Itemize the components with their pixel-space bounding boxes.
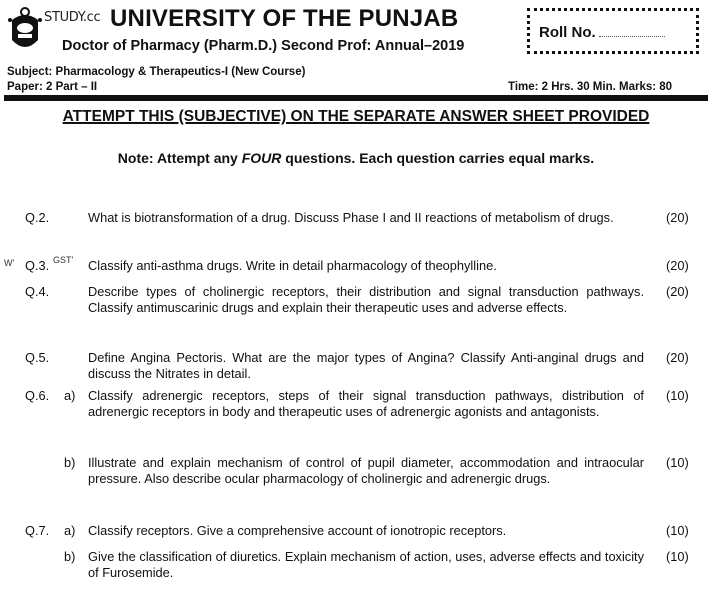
paper-line: Paper: 2 Part – II <box>7 81 98 93</box>
question-text: What is biotransformation of a drug. Discuss Phase I and II reactions of metabolism of drugs. <box>88 210 614 225</box>
sub-question-label: b) <box>64 549 76 564</box>
question-number: Q.3. <box>25 258 50 273</box>
question-marks: (20) <box>666 258 689 273</box>
note-instruction <box>0 150 712 166</box>
question-text: Classify receptors. Give a comprehensive account of ionotropic receptors. <box>88 523 507 538</box>
question-item <box>0 350 712 382</box>
question-text: Give the classification of diuretics. Explain mechanism of action, uses, adverse effects and toxicity of Furosemide. <box>88 549 644 580</box>
question-marks: (10) <box>666 549 689 564</box>
question-number: Q.6. <box>25 388 50 403</box>
question-text: Describe types of cholinergic receptors, their distribution and signal transduction pathways. Classify antimuscarinic drugs and explain their therapeutic uses and adverse effects. <box>88 284 644 315</box>
question-item <box>0 255 712 276</box>
question-number: Q.2. <box>25 210 50 225</box>
question-marks: (20) <box>666 210 689 225</box>
question-item <box>0 388 712 436</box>
question-item <box>0 455 712 503</box>
sub-question-label: a) <box>64 523 76 538</box>
question-item <box>0 284 712 332</box>
note-emphasis: FOUR <box>241 150 282 166</box>
question-marks: (10) <box>666 388 689 403</box>
sub-question-label: a) <box>64 388 76 403</box>
question-text: Classify anti-asthma drugs. Write in detail pharmacology of theophylline. <box>88 258 497 273</box>
question-marks: (20) <box>666 350 689 365</box>
question-item <box>0 549 712 581</box>
note-prefix: Note: Attempt any <box>117 150 242 166</box>
watermark-text: STUDY.cc <box>44 10 101 25</box>
question-item <box>0 210 712 242</box>
note-suffix: questions. Each question carries equal marks. <box>281 150 595 166</box>
university-title: UNIVERSITY OF THE PUNJAB <box>110 5 459 32</box>
sub-question-label: b) <box>64 455 76 470</box>
question-marks: (10) <box>666 455 689 470</box>
scan-artifact: GST' <box>53 255 74 265</box>
question-text: Classify adrenergic receptors, steps of their signal transduction pathways, distribution of adrenergic receptors in body and therapeutic uses of adrenergic agonists and antagonists. <box>88 388 644 419</box>
question-text: Define Angina Pectoris. What are the major types of Angina? Classify Anti-anginal drugs and discuss the Nitrates in detail. <box>88 350 644 381</box>
question-item <box>0 523 712 541</box>
scan-artifact: W' <box>4 258 15 268</box>
program-title: Doctor of Pharmacy (Pharm.D.) Second Prof: Annual–2019 <box>62 38 465 54</box>
roll-number-field[interactable] <box>599 36 665 37</box>
time-marks: Time: 2 Hrs. 30 Min. Marks: 80 <box>508 81 673 93</box>
subject-line: Subject: Pharmacology & Therapeutics-I (New Course) <box>7 66 306 78</box>
question-marks: (20) <box>666 284 689 299</box>
attempt-instruction: ATTEMPT THIS (SUBJECTIVE) ON THE SEPARATE ANSWER SHEET PROVIDED <box>62 108 650 125</box>
question-number: Q.4. <box>25 284 50 299</box>
university-crest-icon <box>6 6 44 54</box>
question-number: Q.5. <box>25 350 50 365</box>
question-text: Illustrate and explain mechanism of control of pupil diameter, accommodation and intraocular pressure. Also describe ocular pharmacology of cholinergic and adrenergic drugs. <box>88 455 644 486</box>
question-marks: (10) <box>666 523 689 538</box>
question-number: Q.7. <box>25 523 50 538</box>
header-divider <box>4 95 708 101</box>
roll-number-label: Roll No. <box>539 24 596 41</box>
